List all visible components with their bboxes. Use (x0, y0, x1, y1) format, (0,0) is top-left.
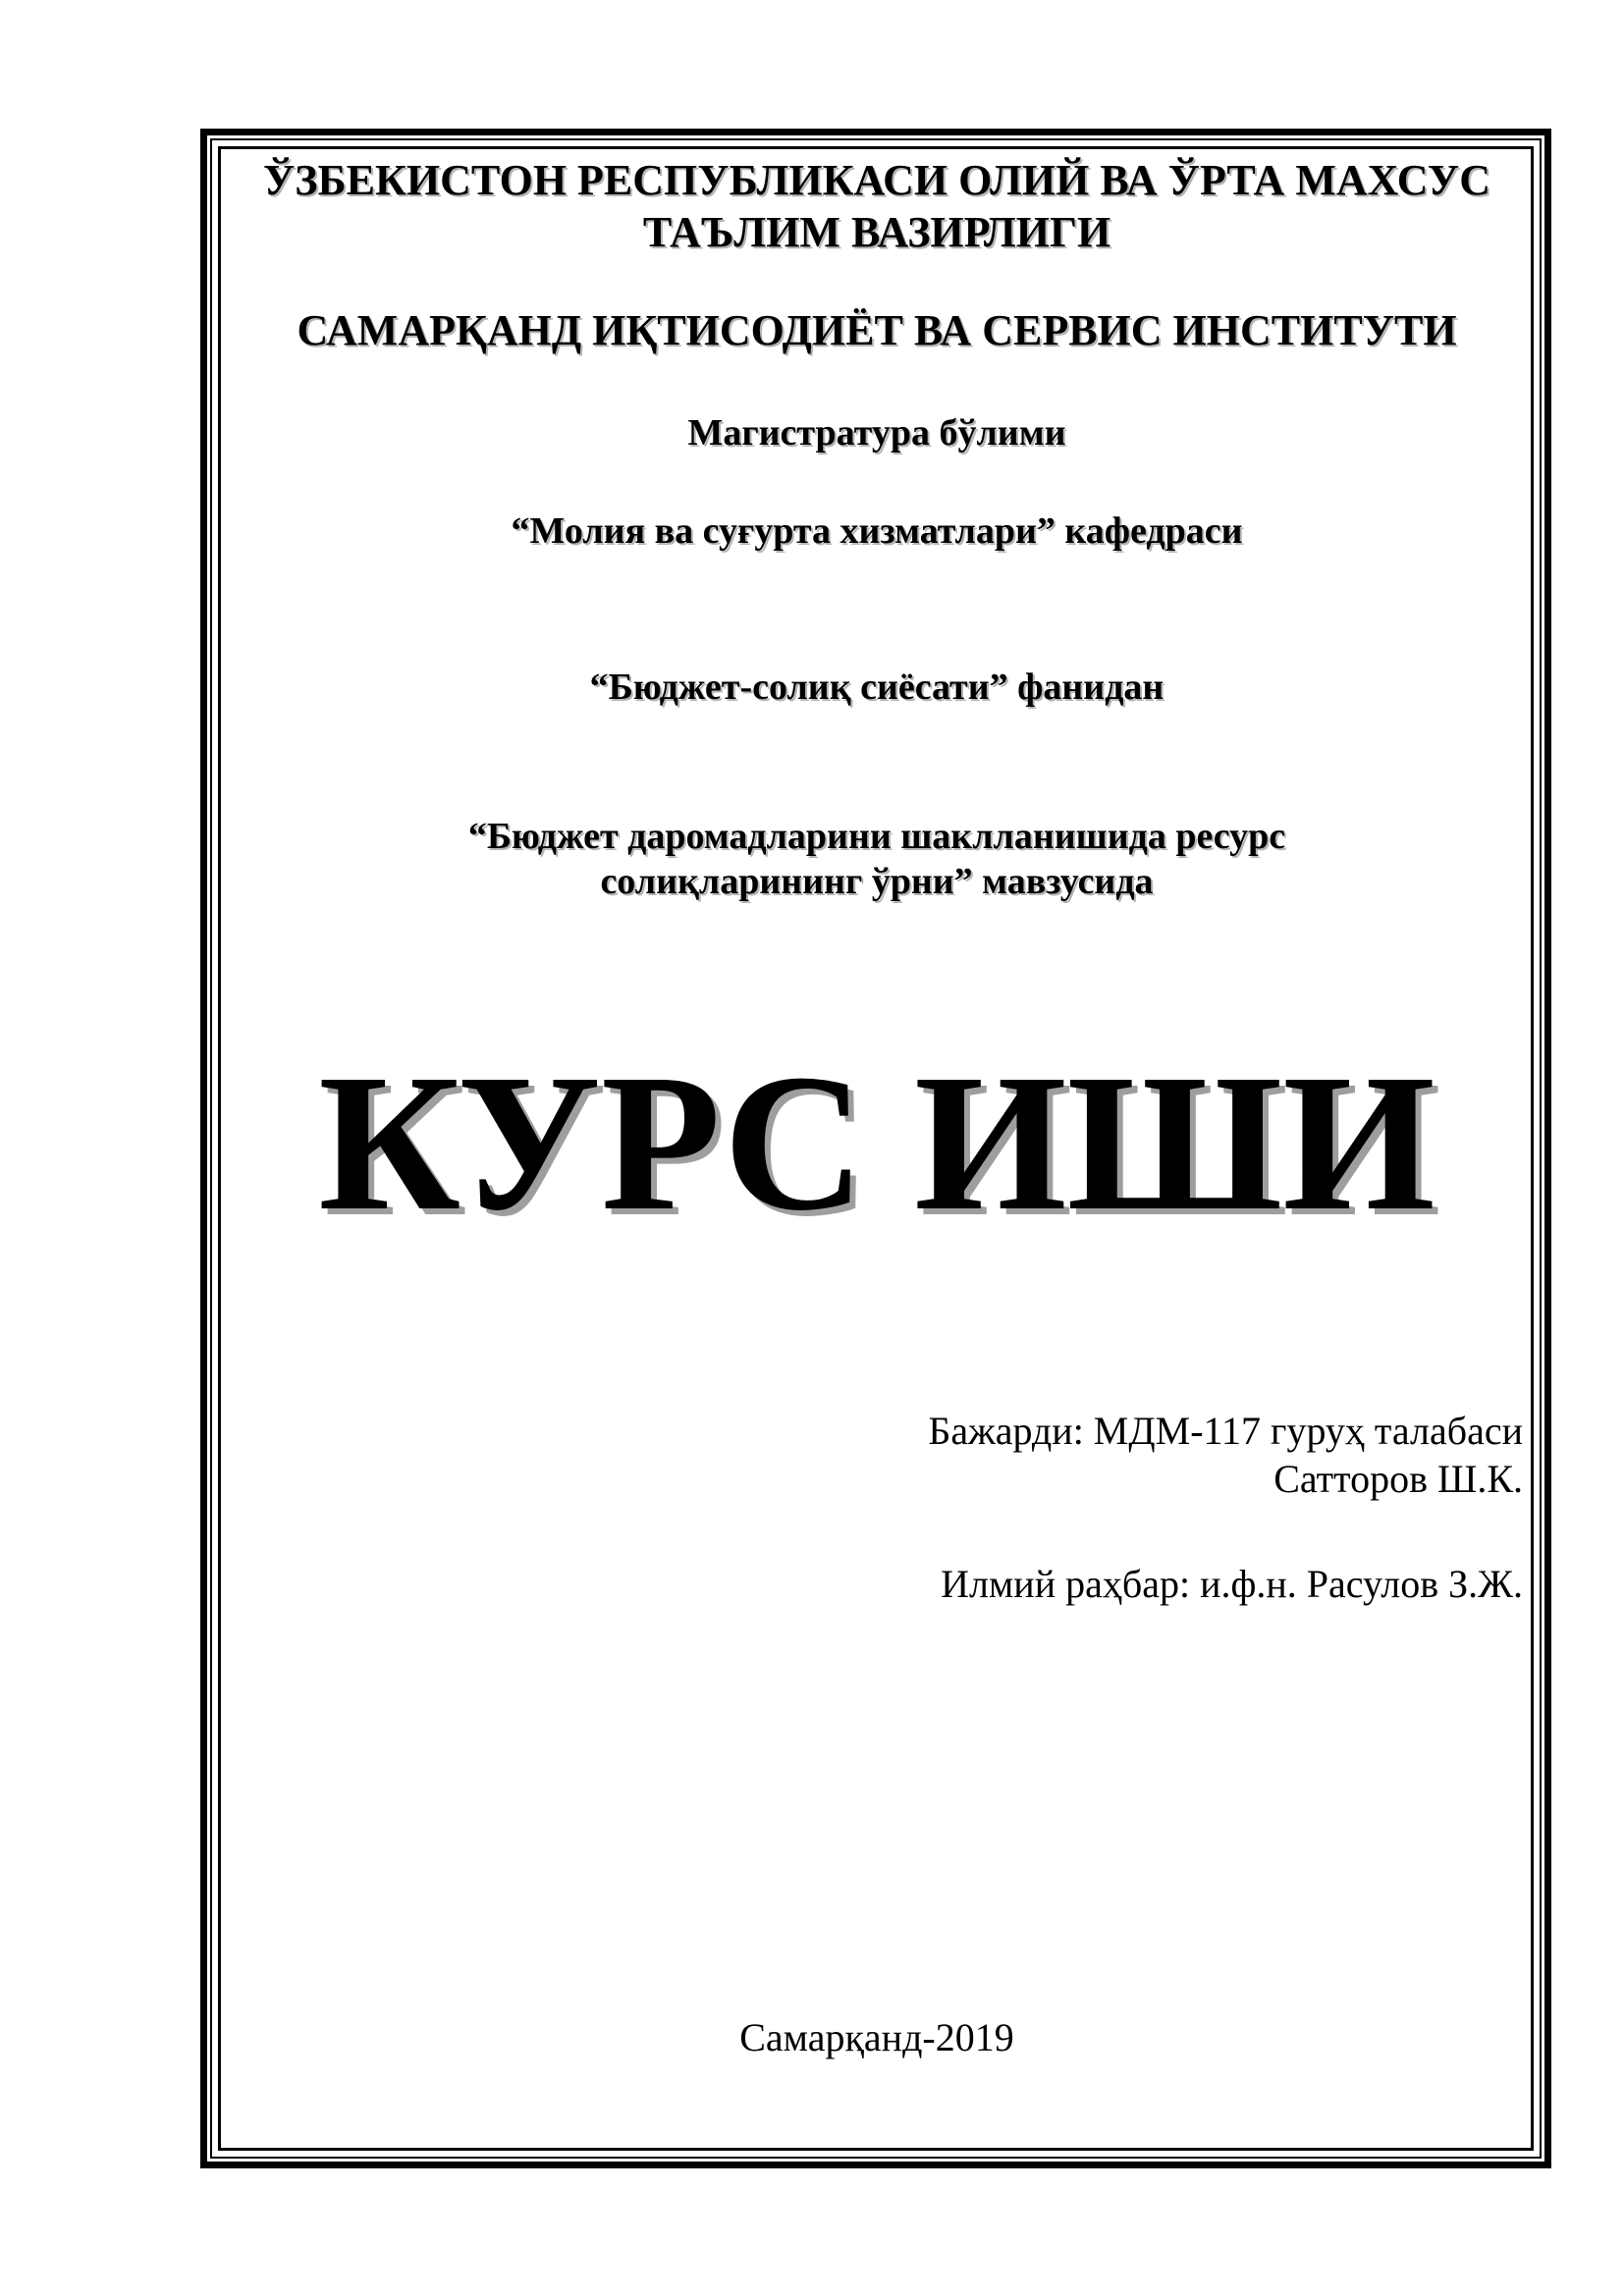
topic-heading (226, 815, 1528, 904)
institute-heading: САМАРҚАНД ИҚТИСОДИЁТ ВА СЕРВИС ИНСТИТУТИ (297, 306, 1457, 354)
department-heading: Магистратура бўлими (687, 412, 1066, 454)
chair-heading: “Молия ва суғурта хизматлари” кафедраси (511, 510, 1243, 552)
subject-heading: “Бюджет-солиқ сиёсати” фанидан (589, 667, 1164, 708)
student-name: Сатторов Ш.К. (1273, 1457, 1523, 1501)
document-title: КУРС ИШИ (318, 1035, 1435, 1252)
scientific-advisor: Илмий раҳбар: и.ф.н. Расулов З.Ж. (941, 1562, 1523, 1606)
topic-line-1: “Бюджет даромадларини шаклланишида ресурс (467, 816, 1286, 857)
ministry-line-2: ТАЪЛИМ ВАЗИРЛИГИ (642, 207, 1111, 256)
performed-by: Бажарди: МДМ-117 гуруҳ талабаси (928, 1409, 1523, 1453)
city-year: Самарқанд-2019 (739, 2015, 1014, 2059)
ministry-heading (226, 155, 1528, 259)
topic-line-2: солиқларининг ўрни” мавзусида (600, 860, 1154, 902)
ministry-line-1: ЎЗБЕКИСТОН РЕСПУБЛИКАСИ ОЛИЙ ВА ЎРТА МАХСУС (262, 156, 1490, 204)
